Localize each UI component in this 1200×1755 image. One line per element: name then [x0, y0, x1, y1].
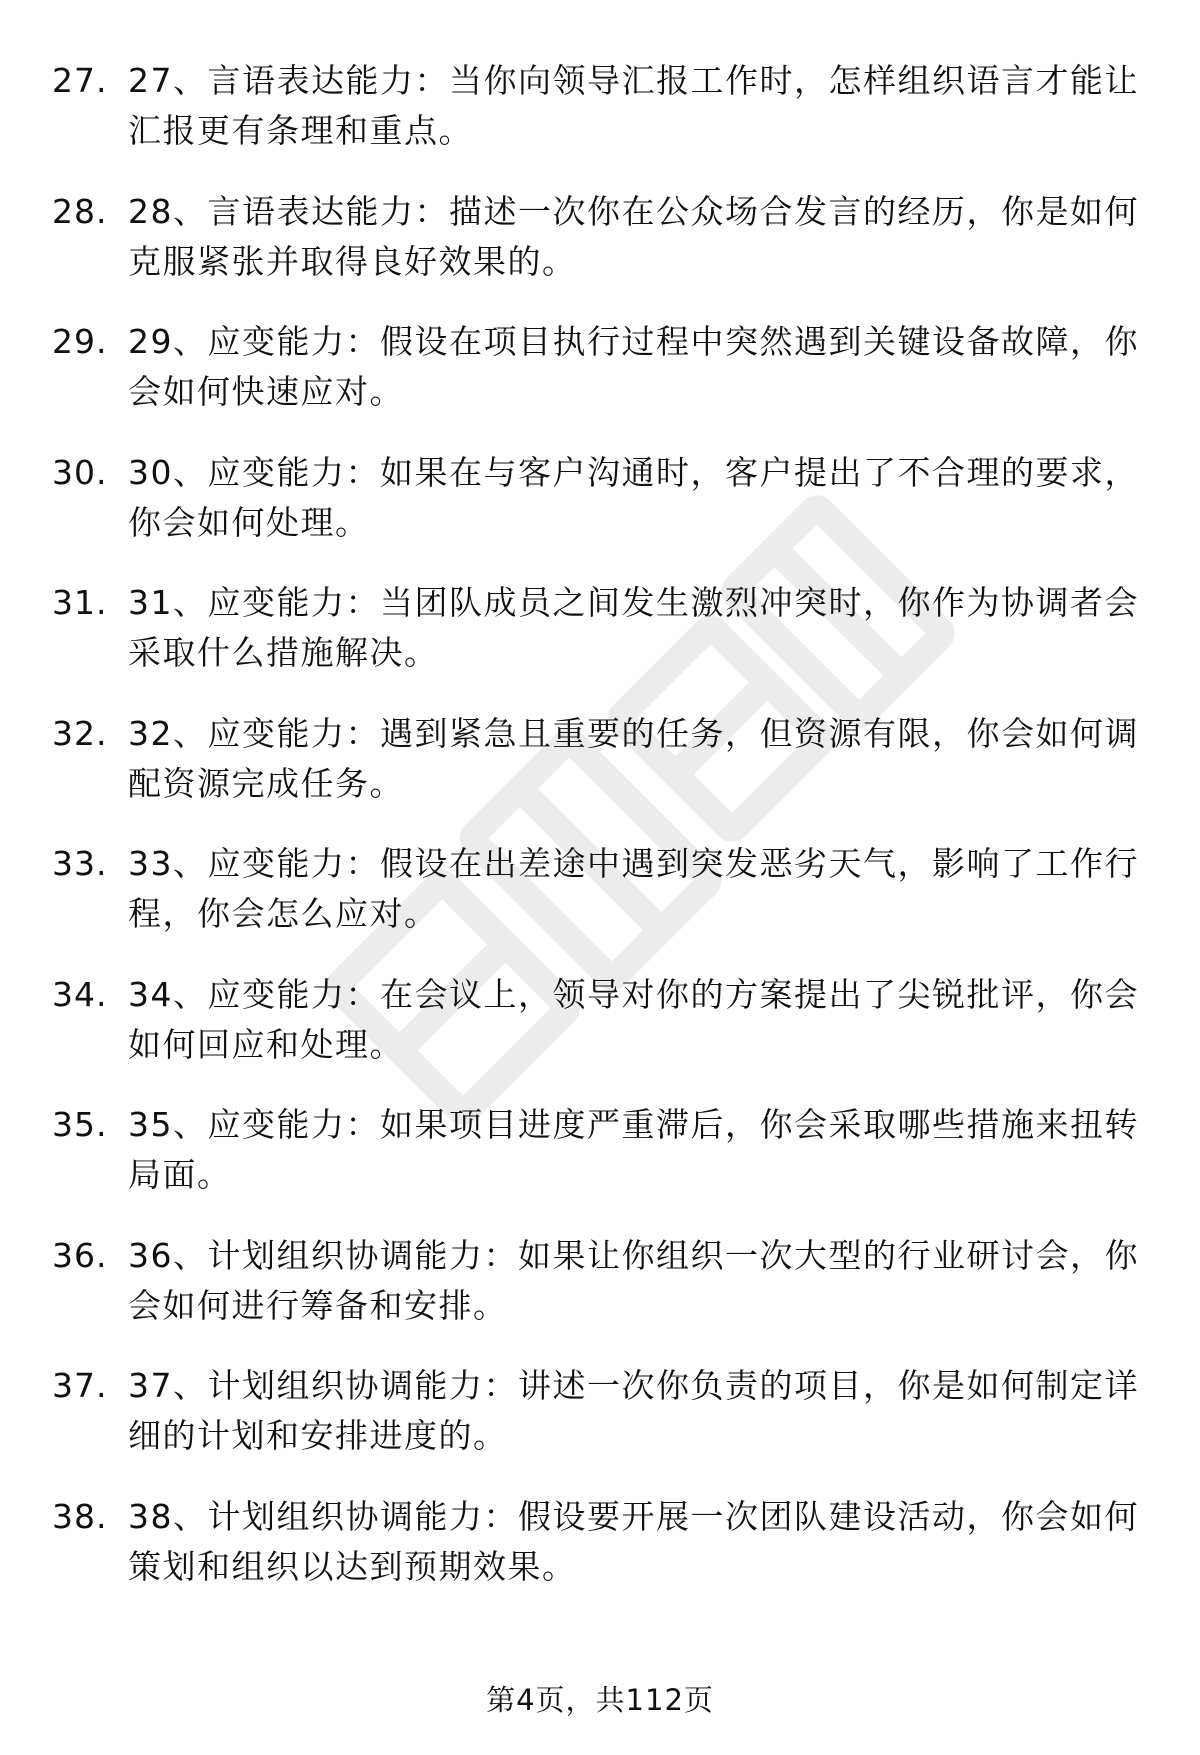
question-number: 29. — [52, 322, 108, 361]
question-item — [52, 1100, 1152, 1231]
question-number: 31. — [52, 583, 108, 622]
question-number: 38. — [52, 1496, 108, 1536]
question-number: 37. — [52, 1366, 108, 1405]
question-item — [52, 1492, 1152, 1623]
question-number: 28. — [52, 191, 108, 231]
question-text: 38、计划组织协调能力：假设要开展一次团队建设活动，你会如何策划和组织以达到预期效果。 — [128, 1496, 1139, 1586]
question-item — [52, 187, 1152, 318]
question-number: 33. — [52, 844, 108, 883]
question-text: 35、应变能力：如果项目进度严重滞后，你会采取哪些措施来扭转局面。 — [128, 1105, 1139, 1194]
question-text: 31、应变能力：当团队成员之间发生激烈冲突时，你作为协调者会采取什么措施解决。 — [128, 583, 1139, 672]
question-list — [52, 56, 1152, 1622]
question-item — [52, 317, 1152, 448]
question-text: 36、计划组织协调能力：如果让你组织一次大型的行业研讨会，你会如何进行筹备和安排。 — [128, 1235, 1139, 1325]
question-item — [52, 1361, 1152, 1492]
question-number: 27. — [52, 61, 108, 100]
question-item — [52, 709, 1152, 840]
question-item — [52, 839, 1152, 970]
question-number: 30. — [52, 452, 108, 492]
question-text: 29、应变能力：假设在项目执行过程中突然遇到关键设备故障，你会如何快速应对。 — [128, 322, 1139, 411]
question-text: 32、应变能力：遇到紧急且重要的任务，但资源有限，你会如何调配资源完成任务。 — [128, 713, 1139, 803]
question-number: 36. — [52, 1235, 108, 1275]
question-item — [52, 448, 1152, 579]
question-text: 28、言语表达能力：描述一次你在公众场合发言的经历，你是如何克服紧张并取得良好效果的。 — [128, 191, 1139, 281]
question-text: 27、言语表达能力：当你向领导汇报工作时，怎样组织语言才能让汇报更有条理和重点。 — [128, 61, 1139, 150]
question-number: 32. — [52, 713, 108, 753]
question-number: 35. — [52, 1105, 108, 1144]
question-item — [52, 56, 1152, 187]
question-number: 34. — [52, 974, 108, 1014]
page-footer: 第4页，共112页 — [486, 1683, 714, 1717]
question-text: 30、应变能力：如果在与客户沟通时，客户提出了不合理的要求，你会如何处理。 — [128, 452, 1139, 542]
question-text: 34、应变能力：在会议上，领导对你的方案提出了尖锐批评，你会如何回应和处理。 — [128, 974, 1139, 1064]
question-item — [52, 578, 1152, 709]
question-text: 33、应变能力：假设在出差途中遇到突发恶劣天气，影响了工作行程，你会怎么应对。 — [128, 844, 1139, 933]
question-text: 37、计划组织协调能力：讲述一次你负责的项目，你是如何制定详细的计划和安排进度的。 — [128, 1366, 1139, 1455]
question-item — [52, 970, 1152, 1101]
question-item — [52, 1231, 1152, 1362]
